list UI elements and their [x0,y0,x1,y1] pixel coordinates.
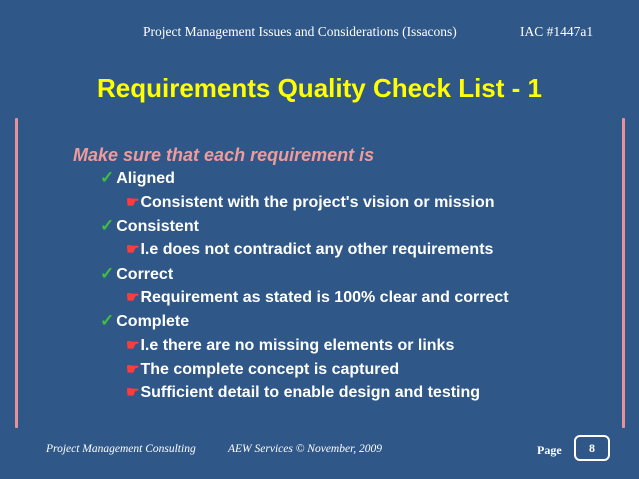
checklist-subitem [126,383,480,402]
pointing-hand-icon: ☛ [126,289,140,306]
right-side-bar [622,118,625,428]
checklist-subitem [126,360,399,379]
pointing-hand-icon: ☛ [126,241,140,258]
checklist-subitem [126,288,509,307]
checklist-subitem [126,336,454,355]
checklist-item [100,168,175,188]
checklist-subitem-label: Requirement as stated is 100% clear and correct [140,289,509,306]
checklist-item [100,264,173,284]
checklist-lead: Make sure that each requirement is [73,145,375,165]
checklist-subitem-label: I.e there are no missing elements or links [140,337,455,354]
page-label: Page [537,443,562,457]
pointing-hand-icon: ☛ [126,361,140,378]
left-side-bar [15,118,18,428]
checklist-subitem-label: Consistent with the project's vision or mission [140,194,495,211]
slide-header [0,24,639,44]
page-number: 8 [574,435,610,461]
pointing-hand-icon: ☛ [126,384,140,401]
footer-copyright: AEW Services © November, 2009 [228,443,383,455]
check-mark-icon: ✓ [100,311,115,330]
checklist-subitem-label: I.e does not contradict any other requirements [140,241,494,258]
header-title: Project Management Issues and Considerations (Issacons) [143,24,457,39]
checklist-item-label: Complete [116,313,190,330]
footer-company: Project Management Consulting [46,443,196,455]
check-mark-icon: ✓ [100,216,115,235]
checklist-item [100,311,189,331]
header-id: IAC #1447a1 [520,24,594,39]
checklist-subitem [126,193,495,212]
checklist-item-label: Aligned [116,170,175,187]
check-mark-icon: ✓ [100,264,115,283]
checklist-subitem-label: Sufficient detail to enable design and testing [140,384,481,401]
check-mark-icon: ✓ [100,168,115,187]
checklist-item-label: Correct [116,266,174,283]
pointing-hand-icon: ☛ [126,337,140,354]
checklist-item-label: Consistent [116,218,199,235]
checklist-subitem-label: The complete concept is captured [140,361,400,378]
slide-title: Requirements Quality Check List - 1 [96,73,542,103]
pointing-hand-icon: ☛ [126,194,140,211]
checklist-subitem [126,240,493,259]
checklist-item [100,216,199,236]
